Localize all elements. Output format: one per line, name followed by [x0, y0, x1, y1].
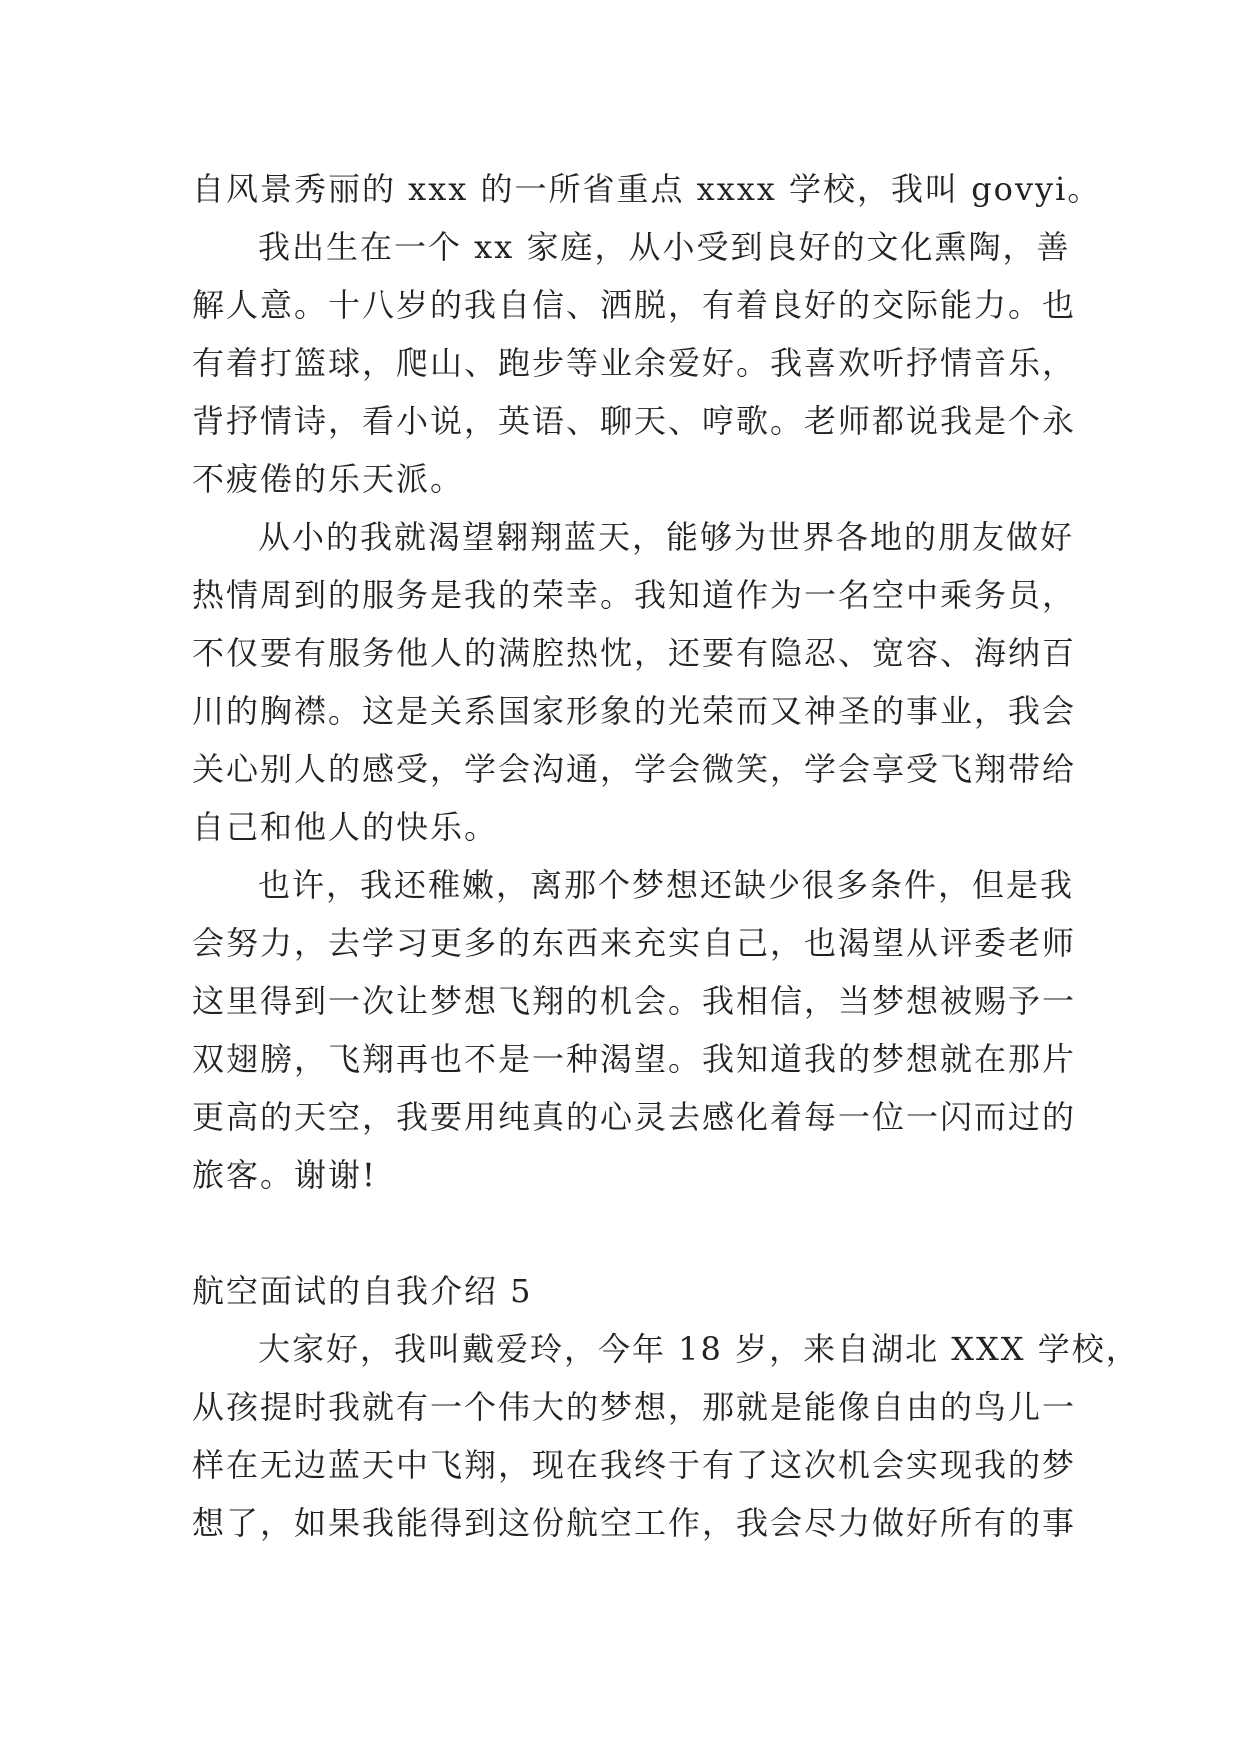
paragraph-start-line: 也许，我还稚嫩，离那个梦想还缺少很多条件，但是我: [258, 866, 1075, 904]
paragraph-start-line: 我出生在一个 xx 家庭，从小受到良好的文化熏陶，善: [258, 228, 1071, 266]
text-line: 背抒情诗，看小说，英语、聊天、哼歌。老师都说我是个永: [192, 402, 1077, 440]
text-line: 自己和他人的快乐。: [192, 808, 499, 846]
text-line: 不疲倦的乐天派。: [192, 460, 465, 498]
text-line: 更高的天空，我要用纯真的心灵去感化着每一位一闪而过的: [192, 1098, 1077, 1136]
section-heading: 航空面试的自我介绍 5: [192, 1272, 533, 1310]
text-line: 热情周到的服务是我的荣幸。我知道作为一名空中乘务员，: [192, 576, 1077, 614]
text-line: 样在无边蓝天中飞翔，现在我终于有了这次机会实现我的梦: [192, 1446, 1077, 1484]
text-line: 想了，如果我能得到这份航空工作，我会尽力做好所有的事: [192, 1504, 1077, 1542]
text-line: 会努力，去学习更多的东西来充实自己，也渴望从评委老师: [192, 924, 1077, 962]
text-line: 有着打篮球，爬山、跑步等业余爱好。我喜欢听抒情音乐，: [192, 344, 1077, 382]
text-line: 川的胸襟。这是关系国家形象的光荣而又神圣的事业，我会: [192, 692, 1077, 730]
text-line: 旅客。谢谢!: [192, 1156, 377, 1194]
paragraph-start-line: 大家好，我叫戴爱玲，今年 18 岁，来自湖北 XXX 学校，: [258, 1330, 1140, 1368]
text-line: 不仅要有服务他人的满腔热忱，还要有隐忍、宽容、海纳百: [192, 634, 1077, 672]
document-page: [192, 160, 1140, 1552]
text-line: 这里得到一次让梦想飞翔的机会。我相信，当梦想被赐予一: [192, 982, 1077, 1020]
text-line: 解人意。十八岁的我自信、洒脱，有着良好的交际能力。也: [192, 286, 1077, 324]
text-line: 双翅膀，飞翔再也不是一种渴望。我知道我的梦想就在那片: [192, 1040, 1077, 1078]
text-line: 关心别人的感受，学会沟通，学会微笑，学会享受飞翔带给: [192, 750, 1077, 788]
text-line: 从孩提时我就有一个伟大的梦想，那就是能像自由的鸟儿一: [192, 1388, 1077, 1426]
paragraph-start-line: 从小的我就渴望翱翔蓝天，能够为世界各地的朋友做好: [258, 518, 1075, 556]
text-line: 自风景秀丽的 xxx 的一所省重点 xxxx 学校，我叫 govyi。: [192, 170, 1102, 208]
